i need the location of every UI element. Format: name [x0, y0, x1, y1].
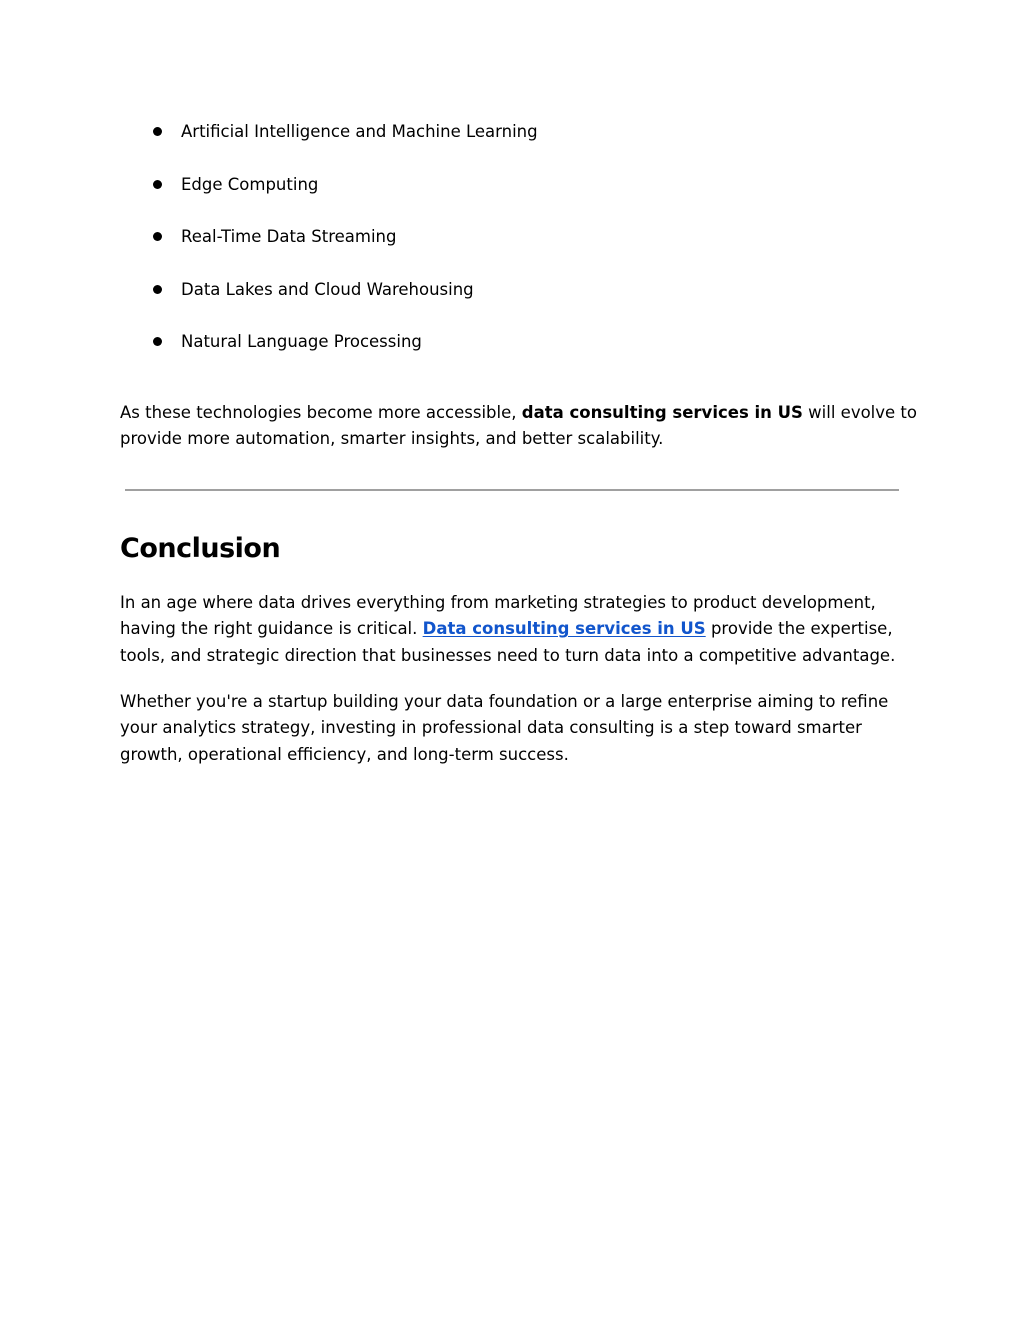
paragraph-text-after: will evolve to provide more automation, smarter insights, and better scalability. — [120, 403, 917, 449]
list-item — [120, 324, 900, 377]
bullet-icon — [153, 337, 162, 346]
list-item — [120, 114, 900, 167]
data-consulting-link[interactable]: Data consulting services in US — [422, 619, 706, 639]
bullet-icon — [153, 232, 162, 241]
paragraph-text-before: As these technologies become more accessible, — [120, 403, 522, 422]
horizontal-divider — [125, 489, 899, 491]
paragraph-text-before: In an age where data drives everything from marketing strategies to product development, having the right guidance is critical. — [120, 593, 876, 639]
list-item — [120, 272, 900, 325]
conclusion-paragraph — [120, 590, 920, 669]
technology-bullet-list — [120, 114, 900, 377]
section-heading: Conclusion — [120, 533, 281, 564]
list-item — [120, 219, 900, 272]
bold-phrase: data consulting services in US — [521, 403, 803, 422]
bullet-icon — [153, 285, 162, 294]
closing-paragraph: Whether you're a startup building your data foundation or a large enterprise aiming to refine your analytics strategy, investing in professional data consulting is a step toward smarter growth, operational efficiency, and long-term success. — [120, 692, 889, 764]
bullet-icon — [153, 127, 162, 136]
list-item — [120, 167, 900, 220]
list-item-text: Artificial Intelligence and Machine Learning — [181, 122, 538, 141]
technology-summary-paragraph — [120, 400, 920, 453]
paragraph-text-after: provide the expertise, tools, and strategic direction that businesses need to turn data into a competitive advantage. — [120, 619, 896, 665]
bullet-icon — [153, 180, 162, 189]
list-item-text: Edge Computing — [181, 174, 319, 194]
list-item-text: Data Lakes and Cloud Warehousing — [181, 279, 474, 299]
list-item-text: Natural Language Processing — [181, 332, 422, 351]
list-item-text: Real-Time Data Streaming — [181, 227, 397, 246]
